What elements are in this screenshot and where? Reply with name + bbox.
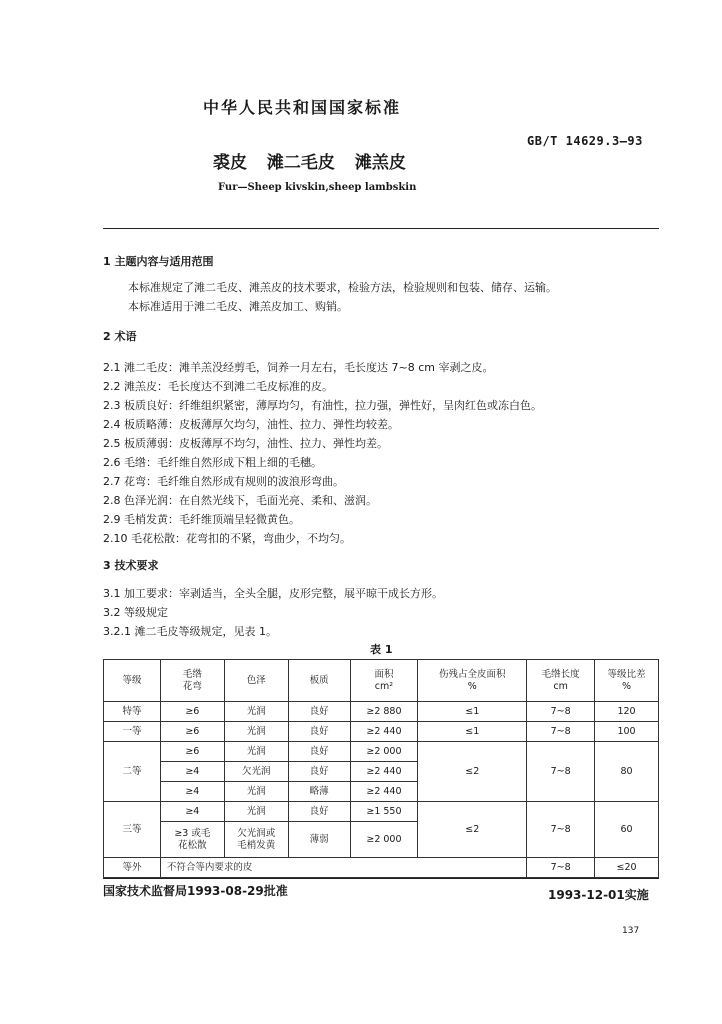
header-curl: 毛绺 花弯 [160,660,224,702]
term-2-10: 2.10 毛花松散：花弯扣的不紧，弯曲少，不均匀。 [103,532,351,545]
grade-table [103,659,659,878]
cell-curl: ≥6 [160,722,224,742]
document-title-en: Fur—Sheep kivskin,sheep lambskin [218,182,417,193]
header-area: 面积 cm² [350,660,418,702]
cell-grade: 二等 [104,742,161,802]
cell-luster: 光润 [224,802,288,822]
cell-grade: 等外 [104,858,161,878]
cell-ratio: ≤20 [595,858,659,878]
cell-plate: 良好 [288,742,350,762]
cell-area: ≥2 000 [350,742,418,762]
header-luster: 色泽 [224,660,288,702]
cell-area: ≥2 880 [350,702,418,722]
cell-damage: ≤2 [418,742,527,802]
section-1-heading: 1 主题内容与适用范围 [103,255,214,268]
term-2-2: 2.2 滩羔皮：毛长度达不到滩二毛皮标准的皮。 [103,380,333,393]
cell-curl: ≥6 [160,702,224,722]
cell-plate: 良好 [288,762,350,782]
cell-damage: ≤1 [418,702,527,722]
page-number: 137 [622,926,640,936]
cell-area: ≥2 440 [350,782,418,802]
header-plate: 板质 [288,660,350,702]
standard-code: GB/T 14629.3—93 [527,134,643,148]
cell-grade: 特等 [104,702,161,722]
cell-ratio: 60 [595,802,659,858]
clause-3-1: 3.1 加工要求：宰剥适当，全头全腿，皮形完整，展平晾干成长方形。 [103,587,443,600]
cell-luster: 光润 [224,782,288,802]
table-row-first [104,722,659,742]
section-2-heading: 2 术语 [103,330,137,343]
cell-luster: 欠光润 [224,762,288,782]
footer-divider [103,878,659,879]
cell-length: 7~8 [527,702,595,722]
term-2-8: 2.8 色泽光润：在自然光线下，毛面光亮、柔和、滋润。 [103,494,377,507]
table-row-outside [104,858,659,878]
clause-3-2: 3.2 等级规定 [103,606,168,619]
section-1-paragraph-2: 本标准适用于滩二毛皮、滩羔皮加工、购销。 [128,300,348,313]
cell-plate: 薄弱 [288,822,350,858]
cell-grade: 三等 [104,802,161,858]
cell-curl: ≥4 [160,782,224,802]
term-2-1: 2.1 滩二毛皮：滩羊羔没经剪毛，饲养一月左右，毛长度达 7~8 cm 宰剥之皮。 [103,361,494,374]
cell-plate: 良好 [288,702,350,722]
cell-luster: 光润 [224,742,288,762]
approval-date: 国家技术监督局1993-08-29批准 [103,884,288,898]
clause-3-2-1: 3.2.1 滩二毛皮等级规定，见表 1。 [103,625,277,638]
term-2-4: 2.4 板质略薄：皮板薄厚欠均匀，油性、拉力、弹性均较差。 [103,418,399,431]
term-2-6: 2.6 毛绺：毛纤维自然形成下粗上细的毛穗。 [103,456,322,469]
table-row-special [104,702,659,722]
cell-luster: 欠光润或 毛梢发黄 [224,822,288,858]
cell-area: ≥1 550 [350,802,418,822]
cell-plate: 略薄 [288,782,350,802]
cell-area: ≥2 440 [350,762,418,782]
cell-curl: ≥3 或毛 花松散 [160,822,224,858]
term-2-3: 2.3 板质良好：纤维组织紧密，薄厚均匀，有油性，拉力强，弹性好，呈肉红色或冻白色。 [103,399,542,412]
term-2-9: 2.9 毛梢发黄：毛纤维顶端呈轻微黄色。 [103,513,300,526]
cell-plate: 良好 [288,722,350,742]
header-length: 毛绺长度 cm [527,660,595,702]
term-2-5: 2.5 板质薄弱：皮板薄厚不均匀，油性、拉力、弹性均差。 [103,437,388,450]
cell-damage: ≤1 [418,722,527,742]
table-caption: 表 1 [370,643,393,656]
cell-length: 7~8 [527,742,595,802]
national-standard-heading: 中华人民共和国国家标准 [203,98,402,117]
cell-length: 7~8 [527,802,595,858]
cell-length: 7~8 [527,722,595,742]
table-row-second-a [104,742,659,762]
document-title-cn: 裘皮 滩二毛皮 滩羔皮 [213,153,406,173]
header-ratio: 等级比差 % [595,660,659,702]
header-damage: 伤残占全皮面积 % [418,660,527,702]
implementation-date: 1993-12-01实施 [548,888,649,902]
term-2-7: 2.7 花弯：毛纤维自然形成有规则的波浪形弯曲。 [103,475,344,488]
cell-luster: 光润 [224,702,288,722]
cell-curl: ≥4 [160,802,224,822]
cell-curl: ≥6 [160,742,224,762]
section-1-paragraph-1: 本标准规定了滩二毛皮、滩羔皮的技术要求，检验方法，检验规则和包装、储存、运输。 [128,281,557,294]
cell-plate: 良好 [288,802,350,822]
cell-area: ≥2 440 [350,722,418,742]
cell-grade: 一等 [104,722,161,742]
cell-ratio: 120 [595,702,659,722]
cell-damage: ≤2 [418,802,527,858]
cell-curl: ≥4 [160,762,224,782]
cell-length: 7~8 [527,858,595,878]
title-divider [103,228,659,229]
cell-area: ≥2 000 [350,822,418,858]
header-grade: 等级 [104,660,161,702]
table-row-third-a [104,802,659,822]
cell-outside-desc: 不符合等内要求的皮 [160,858,526,878]
table-header-row [104,660,659,702]
cell-ratio: 80 [595,742,659,802]
cell-ratio: 100 [595,722,659,742]
section-3-heading: 3 技术要求 [103,559,159,572]
cell-luster: 光润 [224,722,288,742]
